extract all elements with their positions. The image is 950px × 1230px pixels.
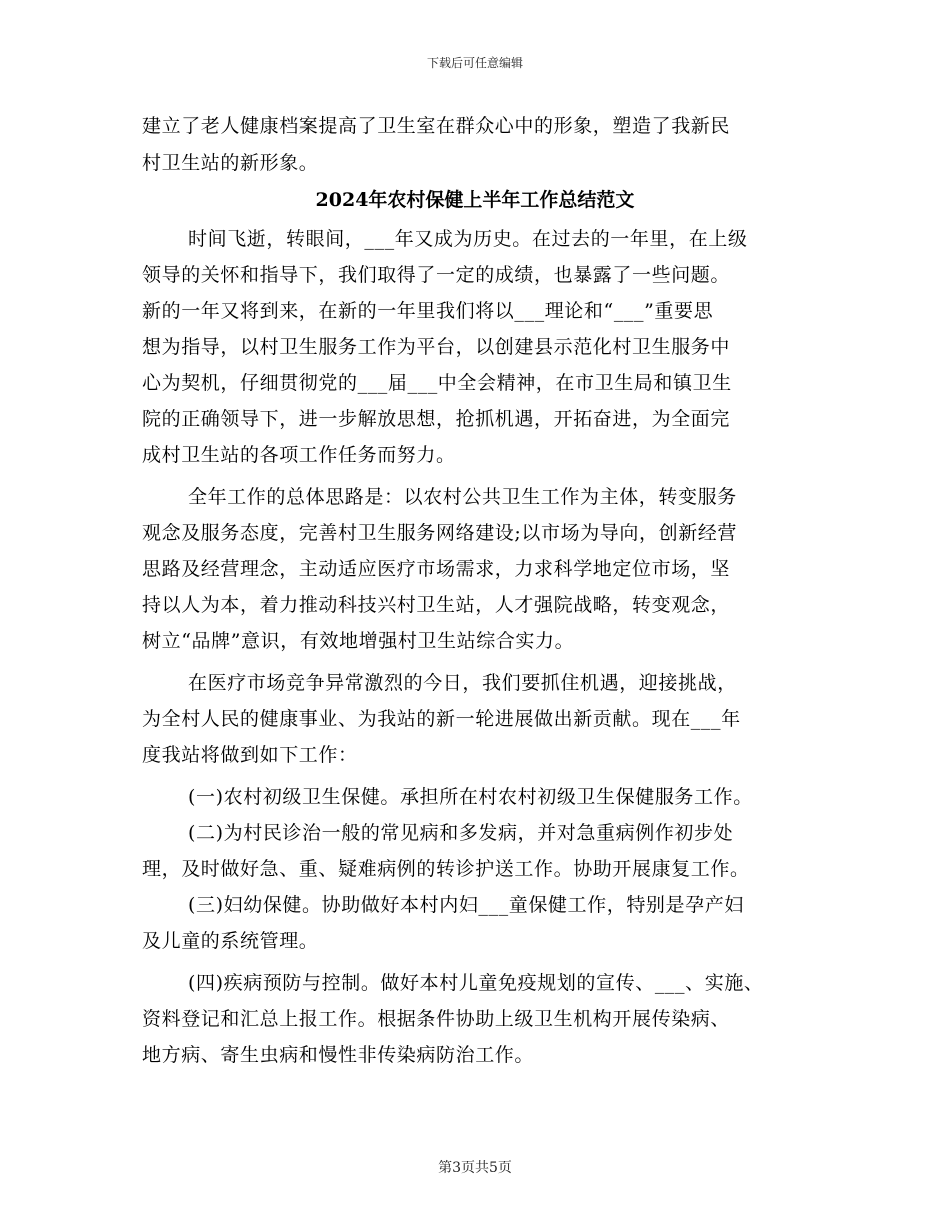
- page-footer: 第3页共5页: [438, 1160, 512, 1176]
- paragraph-line: 资料登记和汇总上报工作。根据条件协助上级卫生机构开展传染病、: [142, 1008, 731, 1030]
- paragraph-line: 想为指导，以村卫生服务工作为平台，以创建县示范化村卫生服务中: [142, 336, 731, 358]
- paragraph-line: 为全村人民的健康事业、为我站的新一轮进展做出新贡献。现在___年: [142, 708, 741, 730]
- intro-line: 村卫生站的新形象。: [142, 152, 319, 174]
- list-item-2: (二)为村民诊治一般的常见病和多发病，并对急重病例作初步处: [188, 822, 734, 844]
- paragraph-line: 领导的关怀和指导下，我们取得了一定的成绩，也暴露了一些问题。: [142, 264, 731, 286]
- paragraph-line: 新的一年又将到来，在新的一年里我们将以___理论和“___”重要思: [142, 300, 714, 322]
- paragraph-line: 成村卫生站的各项工作任务而努力。: [142, 444, 456, 466]
- list-item-1: (一)农村初级卫生保健。承担所在村农村初级卫生保健服务工作。: [188, 786, 753, 808]
- paragraph-line: 时间飞逝，转眼间，___年又成为历史。在过去的一年里，在上级: [188, 228, 748, 250]
- paragraph-line: 度我站将做到如下工作：: [142, 744, 358, 766]
- page-header: 下载后可任意编辑: [426, 56, 523, 70]
- paragraph-line: 心为契机，仔细贯彻党的___届___中全会精神，在市卫生局和镇卫生: [142, 372, 732, 394]
- paragraph-line: 树立“品牌”意识，有效地增强村卫生站综合实力。: [142, 630, 575, 652]
- paragraph-line: 及儿童的系统管理。: [142, 930, 319, 952]
- paragraph-line: 院的正确领导下，进一步解放思想，抢抓机遇，开拓奋进，为全面完: [142, 408, 731, 430]
- paragraph-line: 思路及经营理念，主动适应医疗市场需求，力求科学地定位市场，坚: [142, 558, 731, 580]
- intro-line: 建立了老人健康档案提高了卫生室在群众心中的形象，塑造了我新民: [142, 115, 731, 137]
- paragraph-line: 理，及时做好急、重、疑难病例的转诊护送工作。协助开展康复工作。: [142, 858, 750, 880]
- paragraph-line: 持以人为本，着力推动科技兴村卫生站，人才强院战略，转变观念，: [142, 594, 731, 616]
- paragraph-line: 地方病、寄生虫病和慢性非传染病防治工作。: [142, 1044, 535, 1066]
- paragraph-line: 全年工作的总体思路是：以农村公共卫生工作为主体，转变服务: [188, 486, 737, 508]
- list-item-4: (四)疾病预防与控制。做好本村儿童免疫规划的宣传、___、实施、: [188, 972, 764, 994]
- list-item-3: (三)妇幼保健。协助做好本村内妇___童保健工作，特别是孕产妇: [188, 894, 744, 916]
- paragraph-line: 观念及服务态度，完善村卫生服务网络建设;以市场为导向，创新经营: [142, 522, 738, 544]
- document-title: 2024年农村保健上半年工作总结范文: [315, 189, 635, 211]
- paragraph-line: 在医疗市场竞争异常激烈的今日，我们要抓住机遇，迎接挑战，: [188, 672, 737, 694]
